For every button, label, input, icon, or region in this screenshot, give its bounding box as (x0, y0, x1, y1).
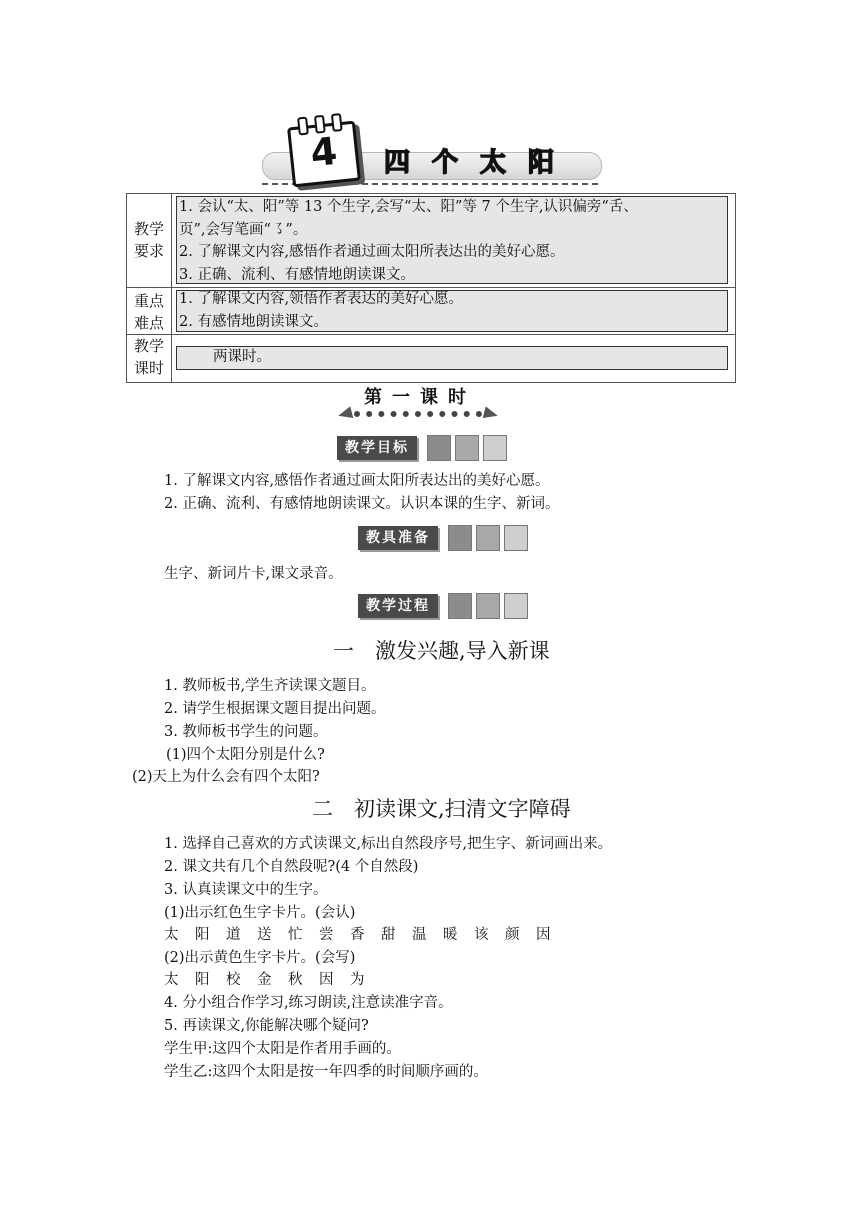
section-2-title: 二 初读课文,扫清文字障碍 (312, 797, 571, 821)
goals-label-text: 教学目标 (337, 436, 417, 460)
section-2-line: 太 阳 道 送 忙 尝 香 甜 温 暖 该 颜 因 (164, 927, 552, 943)
section-2-line: 4. 分小组合作学习,练习朗读,注意读准字音。 (164, 995, 453, 1011)
requirement-line: 页”,会写笔画“㇌”。 (179, 222, 308, 238)
period-title-decoration (338, 408, 498, 420)
requirements-table (126, 193, 736, 383)
section-1-title: 一 激发兴趣,导入新课 (333, 639, 550, 663)
section-1-line: (1)四个太阳分别是什么? (166, 747, 325, 763)
lesson-title: 四个太阳 (384, 148, 577, 178)
goal-line: 1. 了解课文内容,感悟作者通过画太阳所表达出的美好心愿。 (164, 473, 550, 489)
process-label (358, 593, 528, 619)
row-header-keypoints: 重点难点 (133, 292, 164, 332)
keypoint-line: 1. 了解课文内容,领悟作者表达的美好心愿。 (179, 291, 464, 307)
section-1-line: 1. 教师板书,学生齐读课文题目。 (164, 678, 376, 694)
section-2-line: (2)出示黄色生字卡片。(会写) (164, 950, 356, 966)
section-1-line: (2)天上为什么会有四个太阳? (132, 769, 320, 785)
calendar-icon (287, 121, 361, 188)
requirement-line: 1. 会认“太、阳”等 13 个生字,会写“太、阳”等 7 个生字,认识偏旁“舌、 (179, 199, 638, 215)
lesson-number: 4 (308, 128, 340, 176)
section-1-line: 2. 请学生根据课文题目提出问题。 (164, 701, 386, 717)
section-2-line: 3. 认真读课文中的生字。 (164, 882, 328, 898)
section-2-line: 学生乙:这四个太阳是按一年四季的时间顺序画的。 (164, 1064, 488, 1080)
row-header-requirements: 教学要求 (133, 220, 164, 260)
section-2-line: 5. 再读课文,你能解决哪个疑问? (164, 1018, 369, 1034)
periods-text: 两课时。 (213, 349, 271, 365)
requirement-line: 2. 了解课文内容,感悟作者通过画太阳所表达出的美好心愿。 (179, 244, 565, 260)
goal-line: 2. 正确、流利、有感情地朗读课文。认识本课的生字、新词。 (164, 496, 560, 512)
tools-label (358, 525, 528, 551)
row-header-periods: 教学课时 (133, 337, 164, 377)
section-2-line: (1)出示红色生字卡片。(会认) (164, 905, 356, 921)
section-2-line: 2. 课文共有几个自然段呢?(4 个自然段) (164, 859, 419, 875)
section-2-line: 1. 选择自己喜欢的方式读课文,标出自然段序号,把生字、新词画出来。 (164, 836, 613, 852)
requirement-line: 3. 正确、流利、有感情地朗读课文。 (179, 267, 415, 283)
tools-text: 生字、新词片卡,课文录音。 (164, 566, 343, 582)
section-2-line: 太 阳 校 金 秋 因 为 (164, 972, 366, 988)
process-label-text: 教学过程 (358, 594, 438, 618)
section-2-line: 学生甲:这四个太阳是作者用手画的。 (164, 1041, 401, 1057)
keypoint-line: 2. 有感情地朗读课文。 (179, 314, 328, 330)
tools-label-text: 教具准备 (358, 526, 438, 550)
section-1-line: 3. 教师板书学生的问题。 (164, 724, 328, 740)
period-title: 第一课时 (364, 387, 476, 408)
goals-label (337, 435, 507, 461)
